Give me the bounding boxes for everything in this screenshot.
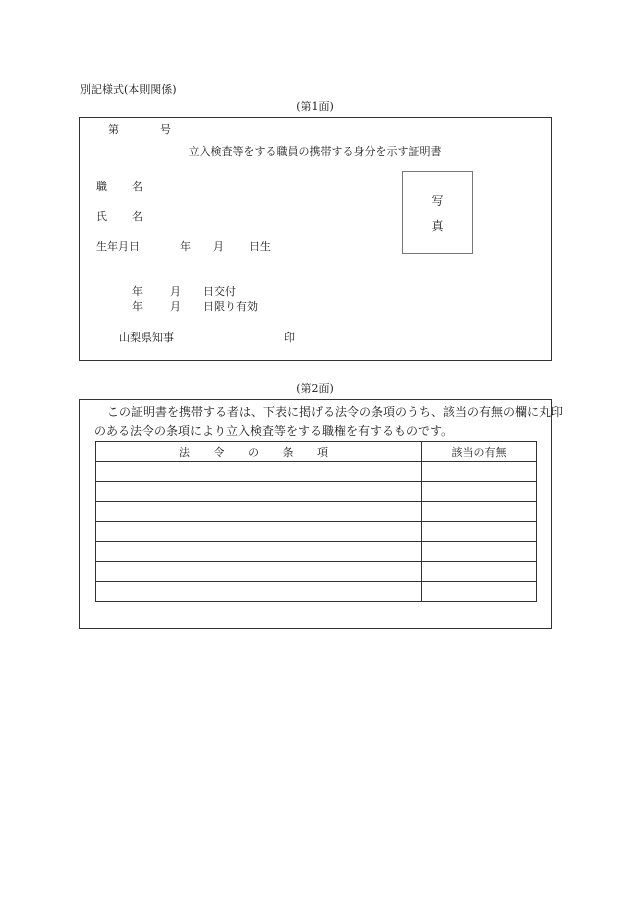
photo-char-1: 写 — [431, 194, 444, 208]
photo-char-2: 真 — [431, 219, 444, 233]
applicable-cell[interactable] — [422, 482, 537, 502]
issue-date-label: 日交付 — [203, 285, 236, 298]
applicable-cell[interactable] — [422, 562, 537, 582]
birth-year-label: 年 — [180, 240, 191, 253]
number-prefix: 第 — [108, 123, 119, 136]
description-line-2: のある法令の条項により立入検査等をする職権を有するものです。 — [94, 424, 454, 438]
clause-cell[interactable] — [96, 502, 422, 522]
header-applicable: 該当の有無 — [422, 442, 537, 462]
birth-day-label: 日生 — [249, 240, 271, 253]
header-clause: 法 令 の 条 項 — [96, 442, 422, 462]
position-label-b: 名 — [132, 180, 143, 193]
expiry-date-label: 日限り有効 — [203, 300, 258, 313]
clause-cell[interactable] — [96, 542, 422, 562]
side1-label: (第1面) — [296, 100, 334, 113]
table-row — [96, 502, 537, 522]
issue-month-label: 月 — [170, 285, 181, 298]
applicable-cell[interactable] — [422, 542, 537, 562]
seal-mark: 印 — [284, 331, 295, 344]
side2-label: (第2面) — [296, 382, 334, 395]
photo-frame — [402, 171, 473, 254]
birth-month-label: 月 — [213, 240, 224, 253]
form-title: 別記様式(本則関係) — [80, 83, 177, 96]
table-row — [96, 562, 537, 582]
expiry-year-label: 年 — [132, 300, 143, 313]
clause-cell[interactable] — [96, 582, 422, 602]
position-label-a: 職 — [96, 180, 107, 193]
clause-cell[interactable] — [96, 482, 422, 502]
table-row — [96, 482, 537, 502]
applicable-cell[interactable] — [422, 582, 537, 602]
table-row — [96, 582, 537, 602]
applicable-cell[interactable] — [422, 502, 537, 522]
clause-cell[interactable] — [96, 562, 422, 582]
table-row — [96, 522, 537, 542]
name-label-a: 氏 — [96, 210, 107, 223]
certificate-title: 立入検査等をする職員の携帯する身分を示す証明書 — [188, 145, 442, 158]
table-row — [96, 462, 537, 482]
table-header-row — [96, 442, 537, 462]
name-label-b: 名 — [132, 210, 143, 223]
clauses-table-body — [96, 442, 537, 602]
expiry-month-label: 月 — [170, 300, 181, 313]
table-row — [96, 542, 537, 562]
description-line-1: この証明書を携帯する者は、下表に掲げる法令の条項のうち、該当の有無の欄に丸印 — [107, 405, 564, 419]
applicable-cell[interactable] — [422, 522, 537, 542]
applicable-cell[interactable] — [422, 462, 537, 482]
number-suffix: 号 — [160, 123, 171, 136]
clause-cell[interactable] — [96, 522, 422, 542]
birthdate-label: 生年月日 — [96, 240, 140, 253]
clause-cell[interactable] — [96, 462, 422, 482]
issuer-label: 山梨県知事 — [119, 331, 174, 344]
issue-year-label: 年 — [132, 285, 143, 298]
clauses-table — [95, 441, 537, 602]
